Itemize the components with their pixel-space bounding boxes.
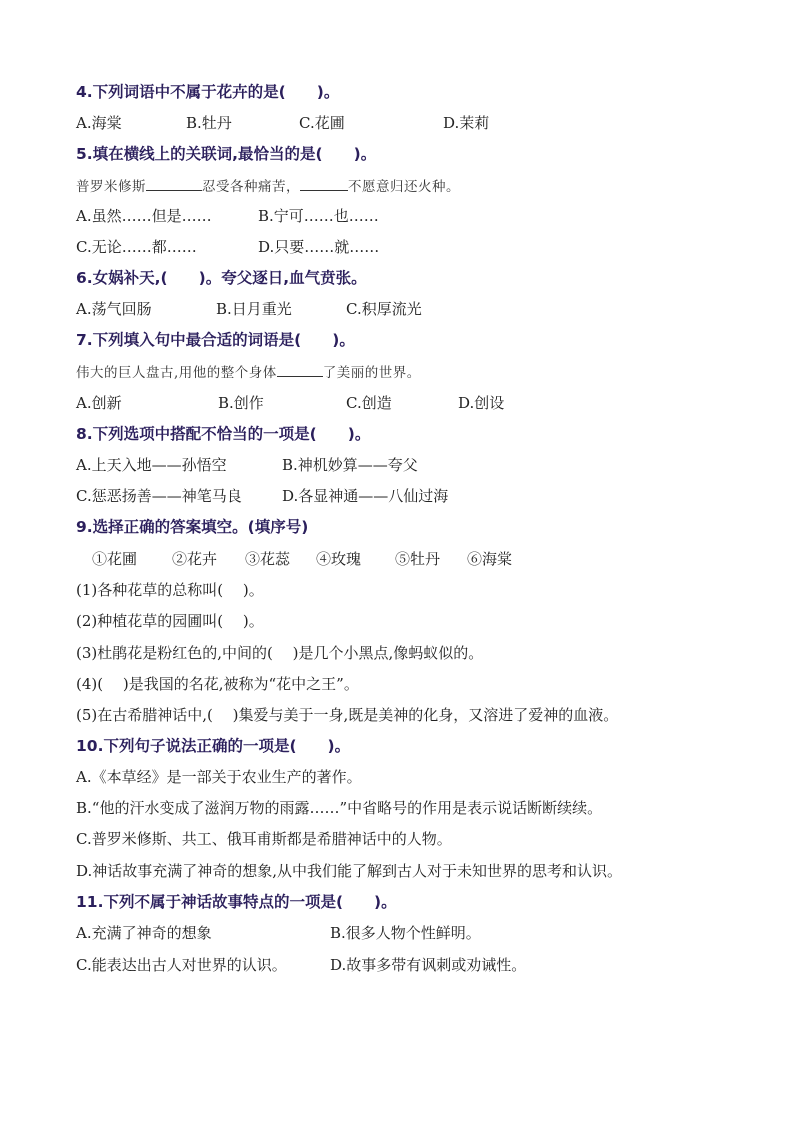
q9-stem: 9.选择正确的答案填空。(填序号) [76,518,309,536]
q7-option-b: B.创作 [218,394,264,412]
q4-option-a: A.海棠 [76,114,122,132]
q9-item-2: (2)种植花草的园圃叫( )。 [76,612,264,630]
q10-option-c: C.普罗米修斯、共工、俄耳甫斯都是希腊神话中的人物。 [76,830,452,848]
q7-options [76,393,726,413]
q8-option-a: A.上天入地——孙悟空 [76,456,227,474]
q7-sentence-part-1: 伟大的巨人盘古,用他的整个身体 [76,365,277,381]
q4-option-b: B.牡丹 [186,114,232,132]
q9-item-1: (1)各种花草的总称叫( )。 [76,581,264,599]
q6-options [76,299,726,319]
q10-option-a: A.《本草经》是一部关于农业生产的著作。 [76,768,362,786]
q8-option-b: B.神机妙算——夸父 [282,456,418,474]
q5-stem: 5.填在横线上的关联词,最恰当的是( )。 [76,145,377,163]
q8-options-row-2 [76,486,726,506]
q9-choice-1: ①花圃 [92,550,138,568]
q11-option-b: B.很多人物个性鲜明。 [330,924,481,942]
q7-sentence [76,362,421,383]
q6-option-a: A.荡气回肠 [76,300,152,318]
q11-option-d: D.故事多带有讽刺或劝诫性。 [330,956,527,974]
q9-choice-5: ⑤牡丹 [395,550,441,568]
q9-item-3: (3)杜鹃花是粉红色的,中间的( )是几个小黑点,像蚂蚁似的。 [76,644,484,662]
q9-item-5: (5)在古希腊神话中,( )集爱与美于一身,既是美神的化身，又溶进了爱神的血液。 [76,706,619,724]
q5-option-c: C.无论……都…… [76,238,197,256]
q7-option-d: D.创设 [458,394,505,412]
q8-options-row-1 [76,455,726,475]
q5-sentence-part-2: 忍受各种痛苦， [202,179,300,195]
q5-sentence-part-3: 不愿意归还火种。 [348,179,460,195]
q5-option-a: A.虽然……但是…… [76,207,212,225]
q7-stem: 7.下列填入句中最合适的词语是( )。 [76,331,355,349]
q4-options [76,113,726,133]
q9-choice-2: ②花卉 [172,550,218,568]
q10-option-b: B.“他的汗水变成了滋润万物的雨露……”中省略号的作用是表示说话断断续续。 [76,799,603,817]
q8-option-c: C.惩恶扬善——神笔马良 [76,487,242,505]
q5-options-row-2 [76,237,726,257]
q5-blank-2[interactable] [300,176,348,191]
q9-choice-4: ④玫瑰 [316,550,362,568]
q4-option-c: C.花圃 [299,114,345,132]
q9-choices [76,549,726,569]
q10-option-d: D.神话故事充满了神奇的想象,从中我们能了解到古人对于未知世界的思考和认识。 [76,862,623,880]
q6-stem: 6.女娲补天,( )。夸父逐日,血气贲张。 [76,269,367,287]
q7-option-c: C.创造 [346,394,392,412]
q4-option-d: D.茉莉 [443,114,490,132]
q4-stem: 4.下列词语中不属于花卉的是( )。 [76,83,340,101]
q11-option-c: C.能表达出古人对世界的认识。 [76,956,287,974]
q7-option-a: A.创新 [76,394,122,412]
q5-sentence-part-1: 普罗米修斯 [76,179,146,195]
q7-blank[interactable] [277,362,323,377]
q6-option-c: C.积厚流光 [346,300,422,318]
q11-stem: 11.下列不属于神话故事特点的一项是( )。 [76,893,397,911]
q5-blank-1[interactable] [146,176,202,191]
q5-sentence [76,176,460,197]
q8-stem: 8.下列选项中搭配不恰当的一项是( )。 [76,425,371,443]
q5-option-b: B.宁可……也…… [258,207,379,225]
q9-choice-3: ③花蕊 [245,550,291,568]
q11-options-row-1 [76,923,726,943]
q9-choice-6: ⑥海棠 [467,550,513,568]
q7-sentence-part-2: 了美丽的世界。 [322,365,421,381]
q11-options-row-2 [76,955,726,975]
q5-option-d: D.只要……就…… [258,238,380,256]
q5-options-row-1 [76,206,726,226]
q10-stem: 10.下列句子说法正确的一项是( )。 [76,737,351,755]
q6-option-b: B.日月重光 [216,300,292,318]
q11-option-a: A.充满了神奇的想象 [76,924,212,942]
q9-item-4: (4)( )是我国的名花,被称为“花中之王”。 [76,675,359,693]
q8-option-d: D.各显神通——八仙过海 [282,487,449,505]
